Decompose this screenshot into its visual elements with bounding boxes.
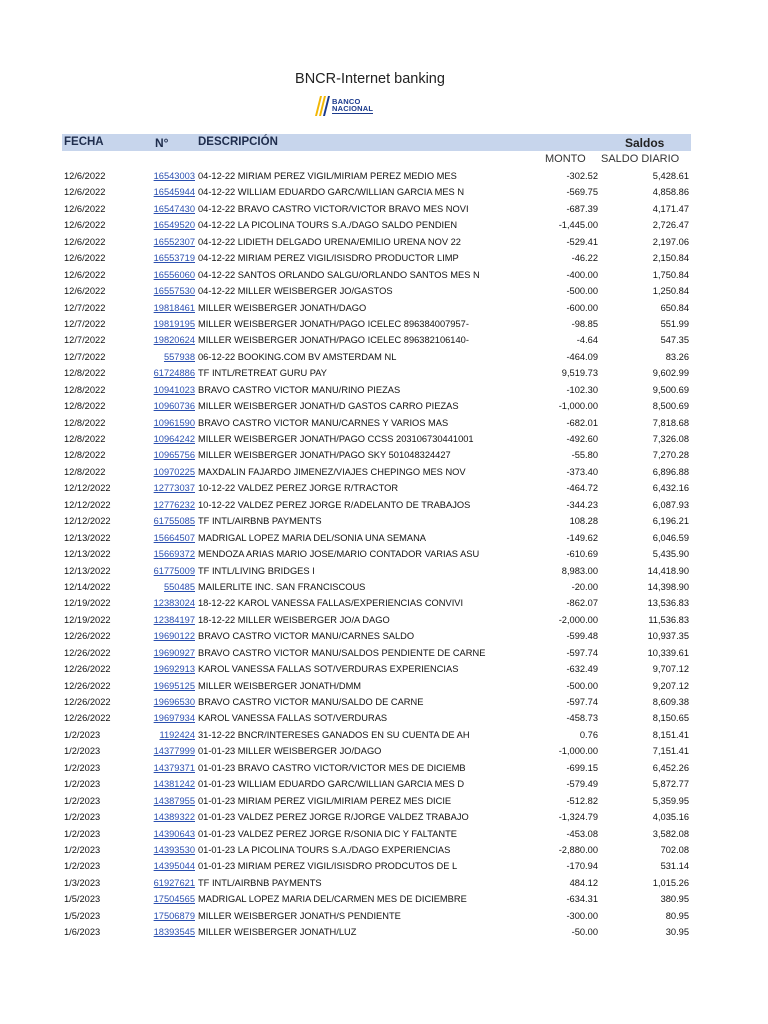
table-row (0, 513, 768, 529)
row-monto: -610.69 (566, 549, 598, 560)
row-description: 01-01-23 LA PICOLINA TOURS S.A./DAGO EXPERIENCIAS (198, 844, 451, 855)
row-saldo-diario: 10,937.35 (647, 631, 689, 642)
row-reference-link[interactable]: 19697934 (153, 713, 195, 724)
page-title: BNCR-Internet banking (295, 71, 445, 87)
row-saldo-diario: 13,536.83 (647, 598, 689, 609)
row-saldo-diario: 6,432.16 (652, 483, 689, 494)
row-date: 12/6/2022 (64, 253, 106, 264)
row-description: 01-01-23 MIRIAM PEREZ VIGIL/ISISDRO PRODCUTOS DE L (198, 861, 458, 872)
row-reference-link[interactable]: 61927621 (153, 877, 195, 888)
table-row (0, 924, 768, 940)
row-date: 12/8/2022 (64, 466, 106, 477)
row-saldo-diario: 1,015.26 (652, 877, 689, 888)
row-description: 01-01-23 MILLER WEISBERGER JO/DAGO (198, 746, 382, 757)
table-row (0, 480, 768, 496)
row-monto: -464.72 (566, 483, 598, 494)
row-description: MAILERLITE INC. SAN FRANCISCOUS (198, 581, 366, 592)
row-date: 12/26/2022 (64, 664, 111, 675)
row-reference-link[interactable]: 550485 (163, 581, 195, 592)
column-header-fecha: FECHA (64, 136, 104, 148)
row-reference-link[interactable]: 12383024 (153, 598, 195, 609)
row-reference-link[interactable]: 10941023 (153, 384, 195, 395)
row-date: 12/8/2022 (64, 368, 106, 379)
row-reference-link[interactable]: 19819195 (153, 318, 195, 329)
row-description: 18-12-22 MILLER WEISBERGER JO/A DAGO (198, 614, 390, 625)
row-description: 04-12-22 SANTOS ORLANDO SALGU/ORLANDO SANTOS MES N (198, 269, 480, 280)
row-description: MILLER WEISBERGER JONATH/D GASTOS CARRO PIEZAS (198, 401, 459, 412)
row-reference-link[interactable]: 10964242 (153, 434, 195, 444)
row-monto: -50.00 (571, 927, 598, 938)
row-saldo-diario: 2,726.47 (652, 220, 689, 231)
row-saldo-diario: 9,207.12 (652, 680, 689, 691)
table-row (0, 398, 768, 414)
table-row (0, 497, 768, 513)
row-description: 06-12-22 BOOKING.COM BV AMSTERDAM NL (198, 351, 397, 362)
row-description: KAROL VANESSA FALLAS SOT/VERDURAS EXPERIENCIAS (198, 664, 459, 675)
row-saldo-diario: 5,872.77 (652, 779, 689, 790)
row-monto: -55.80 (571, 450, 598, 461)
table-row (0, 431, 768, 447)
row-saldo-diario: 8,500.69 (652, 401, 689, 412)
row-reference-link[interactable]: 15669372 (153, 549, 195, 560)
row-date: 12/12/2022 (64, 516, 111, 527)
row-saldo-diario: 551.99 (660, 318, 689, 329)
bank-logo-icon (313, 94, 331, 118)
table-row (0, 842, 768, 858)
table-row (0, 908, 768, 924)
row-saldo-diario: 4,858.86 (652, 187, 689, 198)
row-monto: -2,000.00 (558, 614, 598, 625)
row-date: 1/2/2023 (64, 762, 101, 773)
table-row (0, 858, 768, 874)
row-monto: 108.28 (569, 516, 598, 527)
table-row (0, 776, 768, 792)
row-description: 04-12-22 MIRIAM PEREZ VIGIL/ISISDRO PRODUCTOR LIMP (198, 253, 459, 264)
table-row (0, 891, 768, 907)
row-description: 01-01-23 VALDEZ PEREZ JORGE R/SONIA DIC Y FALTANTE (198, 828, 458, 839)
row-date: 12/7/2022 (64, 318, 106, 329)
row-description: MILLER WEISBERGER JONATH/PAGO SKY 501048324427 (198, 450, 451, 461)
row-description: TF INTL/RETREAT GURU PAY (198, 368, 327, 379)
row-reference-link[interactable]: 14381242 (153, 779, 195, 790)
row-saldo-diario: 6,896.88 (652, 466, 689, 477)
row-saldo-diario: 9,602.99 (652, 368, 689, 379)
row-date: 12/7/2022 (64, 335, 106, 346)
row-date: 12/6/2022 (64, 269, 106, 280)
row-monto: -300.00 (566, 910, 598, 921)
row-monto: -149.62 (566, 532, 598, 543)
row-date: 1/2/2023 (64, 844, 101, 855)
row-description: MADRIGAL LOPEZ MARIA DEL/CARMEN MES DE DICIEMBRE (198, 894, 467, 905)
row-description: MADRIGAL LOPEZ MARIA DEL/SONIA UNA SEMANA (198, 532, 427, 543)
row-date: 12/13/2022 (64, 532, 111, 543)
row-description: BRAVO CASTRO VICTOR MANU/CARNES Y VARIOS MAS (198, 417, 449, 428)
row-reference-link[interactable]: 61724886 (153, 368, 195, 379)
logo-text (332, 98, 373, 114)
table-row (0, 645, 768, 661)
table-row (0, 563, 768, 579)
row-reference-link[interactable]: 557938 (163, 351, 195, 362)
table-row (0, 579, 768, 595)
table-row (0, 300, 768, 316)
row-saldo-diario: 531.14 (660, 861, 689, 872)
row-saldo-diario: 7,151.41 (652, 746, 689, 757)
row-monto: -634.31 (566, 894, 598, 905)
row-monto: -1,324.79 (558, 812, 598, 823)
row-date: 12/26/2022 (64, 680, 111, 691)
row-saldo-diario: 6,452.26 (652, 762, 689, 773)
row-monto: 484.12 (569, 877, 598, 888)
row-monto: -1,445.00 (558, 220, 598, 231)
banco-nacional-logo (313, 94, 373, 118)
row-monto: -4.64 (576, 335, 598, 346)
table-row (0, 415, 768, 431)
row-reference-link[interactable]: 19818461 (153, 302, 195, 313)
row-description: MILLER WEISBERGER JONATH/S PENDIENTE (198, 910, 401, 921)
row-description: MENDOZA ARIAS MARIO JOSE/MARIO CONTADOR VARIAS ASU (198, 549, 480, 560)
row-reference-link[interactable]: 16553719 (153, 253, 195, 264)
row-reference-link[interactable]: 17504565 (153, 894, 195, 905)
row-reference-link[interactable]: 12776232 (153, 499, 195, 510)
row-date: 1/2/2023 (64, 828, 101, 839)
row-reference-link[interactable]: 10970225 (153, 466, 195, 477)
table-row (0, 316, 768, 332)
row-reference-link[interactable]: 16545944 (153, 187, 195, 198)
row-monto: -344.23 (566, 499, 598, 510)
row-reference-link[interactable]: 61775009 (153, 565, 195, 576)
table-row (0, 809, 768, 825)
row-monto: -20.00 (571, 581, 598, 592)
row-reference-link[interactable]: 12773037 (153, 483, 195, 494)
row-date: 1/5/2023 (64, 894, 101, 905)
row-date: 12/13/2022 (64, 549, 111, 560)
row-reference-link[interactable]: 12384197 (153, 614, 195, 625)
row-date: 12/6/2022 (64, 220, 106, 231)
row-date: 1/5/2023 (64, 910, 101, 921)
row-saldo-diario: 4,171.47 (652, 203, 689, 214)
row-saldo-diario: 1,250.84 (652, 286, 689, 297)
row-monto: -682.01 (566, 417, 598, 428)
row-date: 12/26/2022 (64, 631, 111, 642)
row-monto: -500.00 (566, 680, 598, 691)
row-reference-link[interactable]: 15664507 (153, 532, 195, 543)
table-row (0, 760, 768, 776)
row-date: 12/8/2022 (64, 401, 106, 412)
row-date: 1/2/2023 (64, 729, 101, 740)
column-header-descripcion: DESCRIPCIÓN (198, 136, 278, 148)
row-reference-link[interactable]: 16557530 (153, 286, 195, 297)
row-saldo-diario: 8,151.41 (652, 729, 689, 740)
row-saldo-diario: 5,359.95 (652, 795, 689, 806)
row-monto: -579.49 (566, 779, 598, 790)
row-monto: -1,000.00 (558, 401, 598, 412)
row-reference-link[interactable]: 16552307 (153, 236, 195, 247)
table-row (0, 234, 768, 250)
row-date: 12/6/2022 (64, 236, 106, 247)
row-date: 1/2/2023 (64, 812, 101, 823)
row-saldo-diario: 14,398.90 (647, 581, 689, 592)
row-monto: -862.07 (566, 598, 598, 609)
subheader-saldo-diario: SALDO DIARIO (601, 153, 680, 165)
row-date: 12/13/2022 (64, 565, 111, 576)
row-date: 1/2/2023 (64, 795, 101, 806)
row-date: 12/19/2022 (64, 614, 111, 625)
table-row (0, 184, 768, 200)
row-description: BRAVO CASTRO VICTOR MANU/CARNES SALDO (198, 631, 415, 642)
table-row (0, 365, 768, 381)
row-reference-link[interactable]: 19695125 (153, 680, 195, 691)
row-description: 01-01-23 BRAVO CASTRO VICTOR/VICTOR MES DE DICIEMB (198, 762, 466, 773)
row-description: MILLER WEISBERGER JONATH/LUZ (198, 927, 357, 938)
row-monto: 0.76 (579, 729, 598, 740)
row-description: KAROL VANESSA FALLAS SOT/VERDURAS (198, 713, 388, 724)
logo-text-line-2: NACIONAL (332, 104, 374, 113)
row-reference-link[interactable]: 19696530 (153, 697, 195, 707)
table-row (0, 250, 768, 266)
row-saldo-diario: 6,087.93 (652, 499, 689, 510)
row-reference-link[interactable]: 14389322 (153, 812, 195, 823)
row-date: 12/14/2022 (64, 581, 111, 592)
row-monto: -569.75 (566, 187, 598, 198)
row-reference-link[interactable]: 16549520 (153, 220, 195, 231)
row-reference-link[interactable]: 14377999 (153, 746, 195, 757)
row-reference-link[interactable]: 14395044 (153, 861, 195, 872)
row-date: 1/2/2023 (64, 861, 101, 872)
row-date: 12/6/2022 (64, 286, 106, 297)
table-row (0, 875, 768, 891)
table-row (0, 793, 768, 809)
row-monto: 8,983.00 (561, 565, 598, 576)
row-monto: -373.40 (566, 466, 598, 477)
table-row (0, 612, 768, 628)
row-description: BRAVO CASTRO VICTOR MANU/SALDOS PENDIENTE DE CARNE (198, 647, 486, 658)
row-saldo-diario: 80.95 (665, 910, 689, 921)
row-reference-link[interactable]: 19692913 (153, 664, 195, 675)
row-monto: -512.82 (566, 795, 598, 806)
table-row (0, 201, 768, 217)
row-saldo-diario: 11,536.83 (648, 614, 689, 625)
table-row (0, 678, 768, 694)
table-row (0, 382, 768, 398)
row-saldo-diario: 30.95 (665, 927, 689, 938)
row-date: 12/26/2022 (64, 697, 111, 707)
row-reference-link[interactable]: 19690122 (153, 631, 195, 642)
row-description: 01-01-23 WILLIAM EDUARDO GARC/WILLIAN GARCIA MES D (198, 779, 465, 790)
row-saldo-diario: 83.26 (665, 351, 689, 362)
row-reference-link[interactable]: 10961590 (153, 417, 195, 428)
row-date: 1/2/2023 (64, 746, 101, 757)
table-row (0, 267, 768, 283)
row-description: 04-12-22 MIRIAM PEREZ VIGIL/MIRIAM PEREZ MEDIO MES (198, 171, 457, 181)
row-monto: -600.00 (566, 302, 598, 313)
row-date: 12/12/2022 (64, 499, 111, 510)
table-row (0, 464, 768, 480)
row-saldo-diario: 547.35 (660, 335, 689, 346)
row-date: 1/6/2023 (64, 927, 101, 938)
transactions-table (0, 168, 768, 941)
row-monto: -453.08 (566, 828, 598, 839)
row-saldo-diario: 7,270.28 (652, 450, 689, 461)
row-saldo-diario: 6,196.21 (652, 516, 689, 527)
table-row (0, 217, 768, 233)
row-reference-link[interactable]: 17506879 (153, 910, 195, 921)
row-saldo-diario: 650.84 (660, 302, 689, 313)
row-description: 04-12-22 WILLIAM EDUARDO GARC/WILLIAN GARCIA MES N (198, 187, 465, 198)
row-date: 12/8/2022 (64, 417, 106, 428)
row-monto: -46.22 (571, 253, 598, 264)
row-saldo-diario: 3,582.08 (652, 828, 689, 839)
row-description: TF INTL/LIVING BRIDGES I (198, 565, 315, 576)
row-date: 1/2/2023 (64, 779, 101, 790)
row-monto: -458.73 (566, 713, 598, 724)
table-row (0, 826, 768, 842)
row-reference-link[interactable]: 18393545 (153, 927, 195, 938)
column-header-saldos: Saldos (625, 136, 665, 150)
row-description: MILLER WEISBERGER JONATH/PAGO ICELEC 896382106140- (198, 335, 469, 346)
row-saldo-diario: 7,818.68 (652, 417, 689, 428)
row-monto: -500.00 (566, 286, 598, 297)
row-monto: -400.00 (566, 269, 598, 280)
row-monto: 9,519.73 (561, 368, 598, 379)
row-monto: -464.09 (566, 351, 598, 362)
row-reference-link[interactable]: 14387955 (153, 795, 195, 806)
row-reference-link[interactable]: 14393530 (153, 844, 195, 855)
row-monto: -1,000.00 (558, 746, 598, 757)
row-saldo-diario: 8,609.38 (652, 697, 689, 707)
row-reference-link[interactable]: 19690927 (153, 647, 195, 658)
row-description: MILLER WEISBERGER JONATH/PAGO CCSS 203106730441001 (198, 434, 474, 444)
row-monto: -492.60 (566, 434, 598, 444)
row-monto: -2,880.00 (558, 844, 598, 855)
table-row (0, 447, 768, 463)
table-row (0, 727, 768, 743)
row-date: 12/8/2022 (64, 384, 106, 395)
row-description: 04-12-22 BRAVO CASTRO VICTOR/VICTOR BRAVO MES NOVI (198, 203, 469, 214)
row-reference-link[interactable]: 1192424 (159, 729, 195, 740)
row-description: 01-01-23 VALDEZ PEREZ JORGE R/JORGE VALDEZ TRABAJO (198, 812, 469, 823)
row-date: 1/3/2023 (64, 877, 101, 888)
row-date: 12/7/2022 (64, 302, 106, 313)
row-reference-link[interactable]: 16556060 (153, 269, 195, 280)
row-date: 12/7/2022 (64, 351, 106, 362)
row-reference-link[interactable]: 14379371 (153, 762, 195, 773)
table-row (0, 332, 768, 348)
row-monto: -597.74 (566, 697, 598, 707)
row-monto: -597.74 (566, 647, 598, 658)
row-reference-link[interactable]: 10960736 (153, 401, 195, 412)
row-saldo-diario: 4,035.16 (652, 812, 689, 823)
row-description: 04-12-22 LIDIETH DELGADO URENA/EMILIO URENA NOV 22 (198, 236, 461, 247)
row-reference-link[interactable]: 14390643 (153, 828, 195, 839)
table-row (0, 661, 768, 677)
row-saldo-diario: 702.08 (660, 844, 689, 855)
row-description: TF INTL/AIRBNB PAYMENTS (198, 516, 322, 527)
row-reference-link[interactable]: 19820624 (153, 335, 195, 346)
row-description: MILLER WEISBERGER JONATH/PAGO ICELEC 896384007957- (198, 318, 469, 329)
row-description: MILLER WEISBERGER JONATH/DAGO (198, 302, 367, 313)
row-saldo-diario: 5,435.90 (652, 549, 689, 560)
row-description: 10-12-22 VALDEZ PEREZ JORGE R/TRACTOR (198, 483, 399, 494)
row-saldo-diario: 6,046.59 (652, 532, 689, 543)
row-description: MILLER WEISBERGER JONATH/DMM (198, 680, 362, 691)
row-reference-link[interactable]: 16547430 (153, 203, 195, 214)
row-date: 12/19/2022 (64, 598, 111, 609)
row-saldo-diario: 9,707.12 (652, 664, 689, 675)
row-saldo-diario: 9,500.69 (652, 384, 689, 395)
table-row (0, 546, 768, 562)
row-date: 12/6/2022 (64, 187, 106, 198)
row-description: 10-12-22 VALDEZ PEREZ JORGE R/ADELANTO DE TRABAJOS (198, 499, 471, 510)
row-description: 04-12-22 MILLER WEISBERGER JO/GASTOS (198, 286, 393, 297)
row-description: TF INTL/AIRBNB PAYMENTS (198, 877, 322, 888)
row-monto: -529.41 (566, 236, 598, 247)
row-monto: -98.85 (571, 318, 598, 329)
row-monto: -599.48 (566, 631, 598, 642)
row-description: 31-12-22 BNCR/INTERESES GANADOS EN SU CUENTA DE AH (198, 729, 470, 740)
table-row (0, 349, 768, 365)
row-monto: -699.15 (566, 762, 598, 773)
row-saldo-diario: 5,428.61 (652, 171, 689, 181)
row-saldo-diario: 7,326.08 (652, 434, 689, 444)
table-row (0, 743, 768, 759)
row-description: BRAVO CASTRO VICTOR MANU/SALDO DE CARNE (198, 697, 424, 707)
row-saldo-diario: 14,418.90 (647, 565, 689, 576)
row-description: 04-12-22 LA PICOLINA TOURS S.A./DAGO SALDO PENDIEN (198, 220, 458, 231)
row-saldo-diario: 2,197.06 (652, 236, 689, 247)
row-monto: -170.94 (566, 861, 598, 872)
column-header-numero: N° (155, 136, 169, 150)
row-date: 12/26/2022 (64, 647, 111, 658)
row-monto: -102.30 (566, 384, 598, 395)
table-row (0, 628, 768, 644)
row-saldo-diario: 380.95 (660, 894, 689, 905)
subheader-monto: MONTO (545, 153, 586, 165)
row-date: 12/6/2022 (64, 171, 106, 181)
row-date: 12/12/2022 (64, 483, 111, 494)
row-description: MAXDALIN FAJARDO JIMENEZ/VIAJES CHEPINGO MES NOV (198, 466, 466, 477)
row-description: 18-12-22 KAROL VANESSA FALLAS/EXPERIENCIAS CONVIVI (198, 598, 464, 609)
row-description: BRAVO CASTRO VICTOR MANU/RINO PIEZAS (198, 384, 401, 395)
table-row (0, 595, 768, 611)
table-row (0, 694, 768, 710)
row-saldo-diario: 1,750.84 (652, 269, 689, 280)
row-date: 12/6/2022 (64, 203, 106, 214)
logo-text-line-1: BANCO (332, 97, 361, 106)
row-description: 01-01-23 MIRIAM PEREZ VIGIL/MIRIAM PEREZ MES DICIE (198, 795, 452, 806)
row-monto: -687.39 (566, 203, 598, 214)
row-reference-link[interactable]: 61755085 (153, 516, 195, 527)
table-row (0, 168, 768, 184)
row-reference-link[interactable]: 10965756 (153, 450, 195, 461)
row-date: 12/8/2022 (64, 450, 106, 461)
table-row (0, 530, 768, 546)
table-row (0, 710, 768, 726)
row-saldo-diario: 10,339.61 (647, 647, 689, 658)
table-row (0, 283, 768, 299)
row-monto: -302.52 (566, 171, 598, 181)
row-reference-link[interactable]: 16543003 (153, 171, 195, 181)
row-saldo-diario: 2,150.84 (652, 253, 689, 264)
row-date: 12/26/2022 (64, 713, 111, 724)
row-saldo-diario: 8,150.65 (652, 713, 689, 724)
row-date: 12/8/2022 (64, 434, 106, 444)
row-monto: -632.49 (566, 664, 598, 675)
